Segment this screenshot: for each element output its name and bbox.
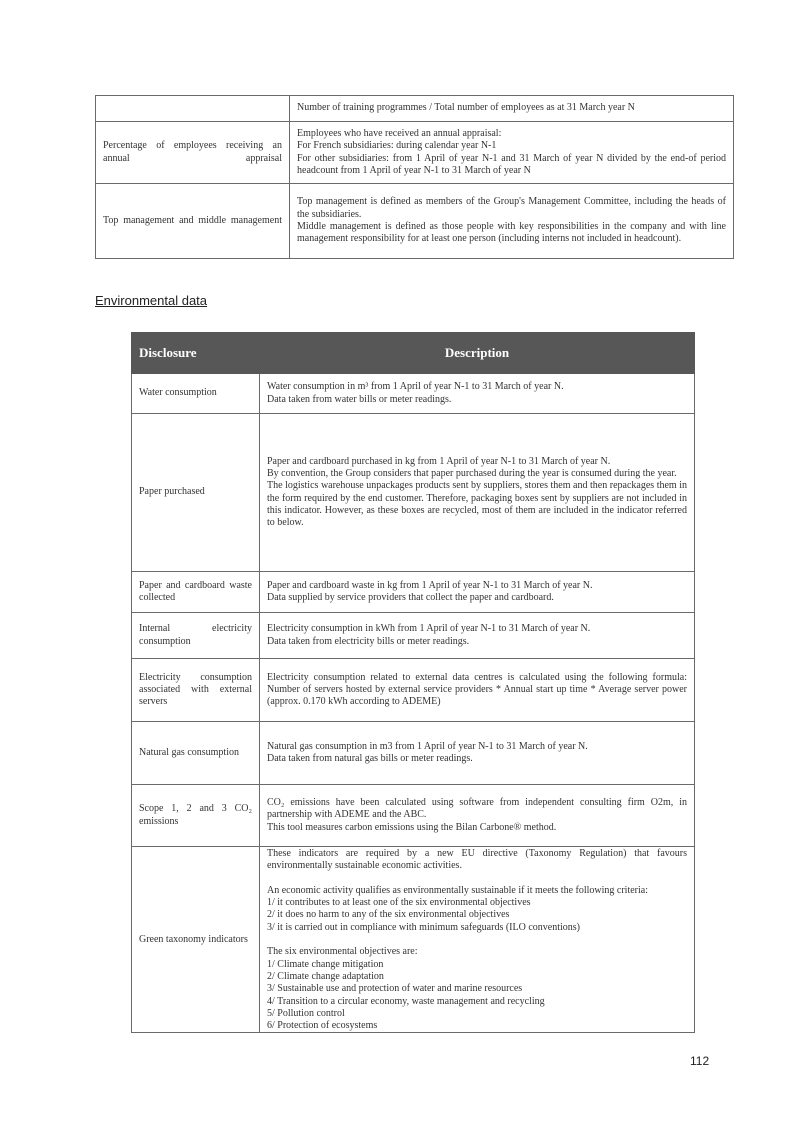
- table-cell-label: Natural gas consumption: [132, 722, 260, 785]
- table-cell-label: Electricity consumption associated with external servers: [132, 659, 260, 722]
- paragraph-gap: [267, 873, 687, 885]
- description-line: Employees who have received an annual appraisal:: [297, 127, 502, 139]
- description-line: For other subsidiaries: from 1 April of year N-1 and 31 March of year N divided by the end-of period headcount from 1 April of year N-1 to 31 March of year N: [297, 152, 726, 176]
- table-header-row: [132, 333, 695, 374]
- table-cell-label: Percentage of employees receiving an annual appraisal: [96, 122, 290, 184]
- description-line: 5/ Pollution control: [267, 1007, 345, 1019]
- description-line: For French subsidiaries: during calendar year N-1: [297, 140, 497, 152]
- table-row: [132, 374, 695, 414]
- description-line: Top management is defined as members of the Group's Management Committee, including the heads of the subsidiaries.: [297, 196, 726, 220]
- description-line: Data taken from natural gas bills or meter readings.: [267, 753, 473, 764]
- table-row: [132, 722, 695, 785]
- description-line: 4/ Transition to a circular economy, waste management and recycling: [267, 995, 545, 1007]
- environmental-data-table: [131, 332, 695, 1033]
- table-row: [96, 184, 734, 259]
- description-line: Electricity consumption in kWh from 1 April of year N-1 to 31 March of year N.: [267, 623, 591, 635]
- table-cell-label: Top management and middle management: [96, 184, 290, 259]
- table-cell-description: [290, 96, 734, 122]
- description-line: Data supplied by service providers that collect the paper and cardboard.: [267, 592, 554, 603]
- table-cell-label: Green taxonomy indicators: [132, 847, 260, 1033]
- description-line: CO₂ emissions have been calculated using software from independent consulting firm O2m, in partnership with ADEME and the ABC.: [267, 797, 687, 821]
- table-cell-label: Paper purchased: [132, 414, 260, 572]
- description-line: These indicators are required by a new EU directive (Taxonomy Regulation) that favours environmentally sustainable economic activities.: [267, 848, 687, 872]
- header-description: Description: [260, 333, 695, 374]
- description-line: Data taken from electricity bills or meter readings.: [267, 635, 470, 647]
- table-cell-description: [290, 184, 734, 259]
- description-line: 3/ it is carried out in compliance with minimum safeguards (ILO conventions): [267, 921, 580, 933]
- header-disclosure: Disclosure: [132, 333, 260, 374]
- description-line: Data taken from water bills or meter readings.: [267, 393, 452, 405]
- table-cell-label: Water consumption: [132, 374, 260, 414]
- description-line: 1/ Climate change mitigation: [267, 958, 384, 970]
- description-line: An economic activity qualifies as environmentally sustainable if it meets the following criteria:: [267, 884, 649, 896]
- description-line: Water consumption in m³ from 1 April of year N-1 to 31 March of year N.: [267, 381, 564, 393]
- description-line: Electricity consumption related to external data centres is calculated using the following formula: Number of servers hosted by external service providers * Annual start up time * Average server power (approx. 0.170 kWh according to ADEME): [267, 671, 687, 708]
- table-row: [132, 572, 695, 613]
- table-row: [132, 613, 695, 659]
- table-cell-description: [260, 659, 695, 722]
- description-line: 1/ it contributes to at least one of the six environmental objectives: [267, 897, 531, 909]
- social-indicators-table: [95, 95, 734, 259]
- description-line: Number of training programmes / Total number of employees as at 31 March year N: [297, 102, 635, 114]
- table-cell-label: Internal electricity consumption: [132, 613, 260, 659]
- description-line: By convention, the Group considers that paper purchased during the year is consumed during the year.: [267, 467, 677, 479]
- description-line: Paper and cardboard purchased in kg from 1 April of year N-1 to 31 March of year N.: [267, 455, 611, 467]
- page-number: 112: [690, 1054, 710, 1068]
- table-row: [96, 122, 734, 184]
- description-line: The logistics warehouse unpackages products sent by suppliers, stores them and then repackages them in the form required by the end customer. Therefore, packaging boxes sent by suppliers are not included in this indicator. However, as these boxes are recycled, most of them are included in the indicator referred to below.: [267, 480, 687, 529]
- description-line: 2/ Climate change adaptation: [267, 970, 384, 982]
- description-line: Paper and cardboard waste in kg from 1 April of year N-1 to 31 March of year N.: [267, 579, 593, 591]
- table-cell-label: [96, 96, 290, 122]
- section-title: Environmental data: [95, 293, 208, 308]
- table-row: [96, 96, 734, 122]
- table-row: [132, 659, 695, 722]
- table-cell-description: [260, 414, 695, 572]
- table-cell-description: [290, 122, 734, 184]
- table-row: [132, 785, 695, 847]
- description-line: 6/ Protection of ecosystems: [267, 1020, 378, 1032]
- description-line: Middle management is defined as those people with key responsibilities in the company and with line management responsibility for at least one person (including interns not included in headcount).: [297, 221, 726, 245]
- table-cell-description: [260, 374, 695, 414]
- table-cell-label: Paper and cardboard waste collected: [132, 572, 260, 613]
- description-line: The six environmental objectives are:: [267, 946, 418, 958]
- description-line: 2/ it does no harm to any of the six environmental objectives: [267, 909, 510, 921]
- table-row: [132, 414, 695, 572]
- table-cell-description: [260, 572, 695, 613]
- description-line: Natural gas consumption in m3 from 1 April of year N-1 to 31 March of year N.: [267, 740, 588, 752]
- table-row: [132, 847, 695, 1033]
- description-line: This tool measures carbon emissions using the Bilan Carbone® method.: [267, 821, 557, 833]
- paragraph-gap: [267, 934, 687, 946]
- table-cell-label: Scope 1, 2 and 3 CO₂ emissions: [132, 785, 260, 847]
- table-cell-description: [260, 722, 695, 785]
- table-cell-description: [260, 613, 695, 659]
- table-cell-description: [260, 785, 695, 847]
- description-line: 3/ Sustainable use and protection of water and marine resources: [267, 983, 523, 995]
- table-cell-description: [260, 847, 695, 1033]
